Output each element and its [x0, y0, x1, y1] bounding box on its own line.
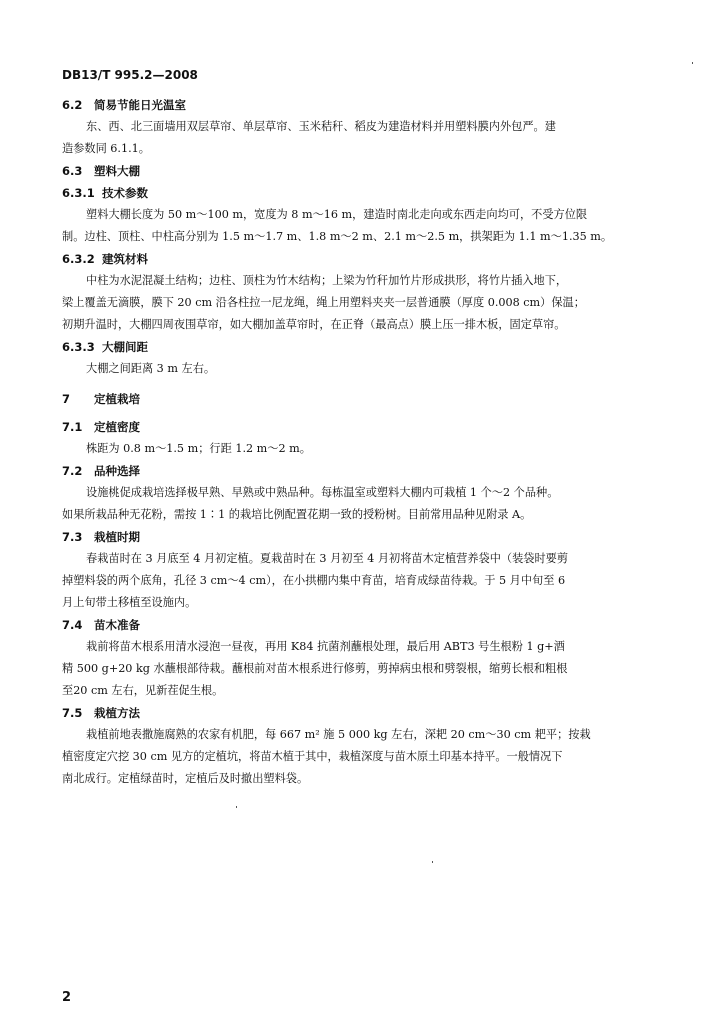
- paragraph-line: 南北成行。定植绿苗时，定植后及时撤出塑料袋。: [62, 772, 309, 785]
- paragraph-line: 如果所栽品种无花粉，需按 1∶1 的栽培比例配置花期一致的授粉树。目前常用品种见附录 A。: [62, 508, 532, 521]
- section-number: 6.3.2: [62, 252, 95, 266]
- section-title: 技术参数: [102, 186, 148, 200]
- section-number: 7.2: [62, 464, 83, 478]
- paragraph-line: 制。边柱、顶柱、中柱高分别为 1.5 m～1.7 m、1.8 m～2 m、2.1 m～2.5 m，拱架距为 1.1 m～1.35 m。: [62, 230, 613, 243]
- paragraph-line: 造参数同 6.1.1。: [62, 142, 150, 155]
- scan-speck: [432, 861, 433, 863]
- document-body: [62, 94, 660, 790]
- section-title: 建筑材料: [102, 252, 148, 266]
- paragraph-line: 栽前将苗木根系用清水浸泡一昼夜，再用 K84 抗菌剂蘸根处理，最后用 ABT3 号生根粉 1 g+酒: [86, 640, 565, 653]
- section-heading-6-3-3: [62, 336, 660, 358]
- section-number: 7.1: [62, 420, 83, 434]
- paragraph-line: 中柱为水泥混凝土结构；边柱、顶柱为竹木结构；上梁为竹秆加竹片形成拱形，将竹片插入地下，: [86, 274, 568, 287]
- section-number: 6.3: [62, 164, 83, 178]
- section-title: 简易节能日光温室: [94, 98, 186, 112]
- section-heading-6-2: [62, 94, 660, 116]
- paragraph-line: 株距为 0.8 m～1.5 m；行距 1.2 m～2 m。: [86, 442, 311, 455]
- paragraph-line: 塑料大棚长度为 50 m～100 m，宽度为 8 m～16 m，建造时南北走向或东西走向均可，不受方位限: [86, 208, 588, 221]
- paragraph-line: 至20 cm 左右，见新茬促生根。: [62, 684, 224, 697]
- paragraph-line: 梁上覆盖无滴膜，膜下 20 cm 沿各柱拉一尼龙绳，绳上用塑料夹夹一层普通膜（厚度 0.008 cm）保温；: [62, 296, 585, 309]
- section-number: 6.3.3: [62, 340, 95, 354]
- paragraph-line: 月上旬带土移植至设施内。: [62, 596, 197, 609]
- section-heading-7-3: [62, 526, 660, 548]
- section-heading-7-4: [62, 614, 660, 636]
- paragraph-line: 设施桃促成栽培选择极早熟、早熟或中熟品种。每栋温室或塑料大棚内可栽植 1 个～2 个品种。: [86, 486, 559, 499]
- section-heading-7-1: [62, 416, 660, 438]
- section-title: 品种选择: [94, 464, 140, 478]
- section-number: 6.2: [62, 98, 83, 112]
- section-heading-6-3: [62, 160, 660, 182]
- section-title: 塑料大棚: [94, 164, 140, 178]
- paragraph-line: 春栽苗时在 3 月底至 4 月初定植。夏栽苗时在 3 月初至 4 月初将苗木定植营养袋中（装袋时要剪: [86, 552, 569, 565]
- section-title: 栽植时期: [94, 530, 140, 544]
- paragraph-line: 掉塑料袋的两个底角，孔径 3 cm～4 cm），在小拱棚内集中育苗，培育成绿苗待栽。于 5 月中旬至 6: [62, 574, 566, 587]
- section-heading-7-5: [62, 702, 660, 724]
- section-number: 7.4: [62, 618, 83, 632]
- paragraph-line: 大棚之间距离 3 m 左右。: [86, 362, 216, 375]
- page-number: 2: [62, 990, 72, 1005]
- section-title: 大棚间距: [102, 340, 148, 354]
- standard-code-header: DB13/T 995.2—2008: [62, 68, 198, 82]
- scan-speck: [236, 806, 237, 808]
- section-title: 定植密度: [94, 420, 140, 434]
- section-title: 定植栽培: [94, 392, 140, 406]
- paragraph-line: 东、西、北三面墙用双层草帘、单层草帘、玉米秸秆、稻皮为建造材料并用塑料膜内外包严。建: [86, 120, 556, 133]
- scan-speck: [692, 62, 693, 64]
- section-heading-6-3-2: [62, 248, 660, 270]
- section-number: 6.3.1: [62, 186, 95, 200]
- section-title: 栽植方法: [94, 706, 140, 720]
- section-title: 苗木准备: [94, 618, 140, 632]
- section-number: 7.3: [62, 530, 83, 544]
- section-heading-6-3-1: [62, 182, 660, 204]
- section-heading-7-2: [62, 460, 660, 482]
- paragraph-line: 精 500 g+20 kg 水蘸根部待栽。蘸根前对苗木根系进行修剪，剪掉病虫根和劈裂根，缩剪长根和粗根: [62, 662, 568, 675]
- paragraph-line: 栽植前地表撒施腐熟的农家有机肥，每 667 m² 施 5 000 kg 左右，深耙 20 cm～30 cm 耙平；按栽: [86, 728, 591, 741]
- section-number: 7.5: [62, 706, 83, 720]
- section-number: 7: [62, 392, 71, 406]
- paragraph-line: 植密度定穴挖 30 cm 见方的定植坑，将苗木植于其中，栽植深度与苗木原土印基本持平。一般情况下: [62, 750, 563, 763]
- chapter-heading-7: [62, 388, 660, 410]
- paragraph-line: 初期升温时，大棚四周夜围草帘，如大棚加盖草帘时，在正脊（最高点）膜上压一排木板，固定草帘。: [62, 318, 566, 331]
